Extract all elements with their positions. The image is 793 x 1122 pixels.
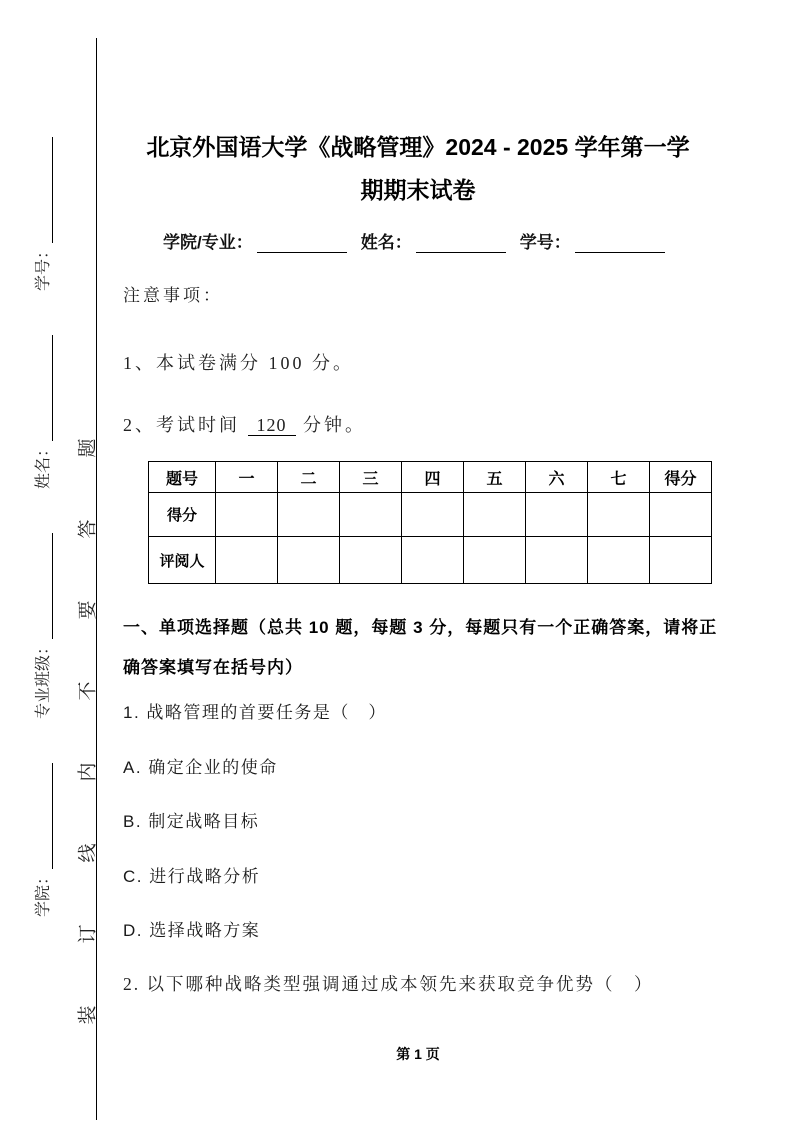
score-table-row-label: 得分 bbox=[149, 493, 216, 537]
score-table-empty-cell bbox=[278, 493, 340, 537]
section-1-heading: 一、单项选择题（总共 10 题，每题 3 分，每题只有一个正确答案，请将正确答案填写在括号内） bbox=[123, 618, 718, 677]
notice-item-2 bbox=[123, 411, 366, 437]
notice-item-2-suffix: 分钟。 bbox=[303, 415, 366, 435]
margin-field-label: 学号： bbox=[35, 243, 52, 292]
score-table-empty-cell bbox=[526, 537, 588, 584]
score-table-empty-cell bbox=[402, 493, 464, 537]
score-table-empty-cell bbox=[588, 493, 650, 537]
student-info-row bbox=[163, 228, 665, 253]
score-table-header-cell: 六 bbox=[526, 462, 588, 493]
field-label: 学院/专业： bbox=[163, 233, 253, 252]
score-table-empty-cell bbox=[216, 537, 278, 584]
score-table-empty-cell bbox=[278, 537, 340, 584]
score-table-empty-cell bbox=[650, 537, 712, 584]
fill-in-blank bbox=[34, 763, 53, 869]
score-table-empty-cell bbox=[650, 493, 712, 537]
margin-field-label: 专业班级： bbox=[35, 639, 52, 720]
score-table-header-cell: 七 bbox=[588, 462, 650, 493]
field-student-id bbox=[520, 228, 665, 253]
score-table-empty-cell bbox=[464, 493, 526, 537]
notice-item-2-prefix: 2、考试时间 bbox=[123, 415, 240, 435]
margin-field-college bbox=[30, 763, 53, 917]
page-title-line1: 北京外国语大学《战略管理》2024 - 2025 学年第一学 bbox=[146, 134, 690, 160]
score-table-empty-cell bbox=[216, 493, 278, 537]
field-label: 姓名： bbox=[360, 233, 412, 252]
page-number: 第 1 页 bbox=[396, 1046, 440, 1062]
notice-item-1: 1、本试卷满分 100 分。 bbox=[123, 353, 354, 373]
fill-in-blank bbox=[575, 233, 665, 253]
margin-student-info bbox=[27, 137, 53, 917]
score-table-header-cell: 三 bbox=[340, 462, 402, 493]
question-1-option-d: D. 选择战略方案 bbox=[123, 921, 261, 940]
question-1-option-a: A. 确定企业的使命 bbox=[123, 757, 278, 777]
score-table-reviewer-row bbox=[149, 537, 712, 584]
page-title bbox=[113, 126, 723, 212]
question-1-option-c: C. 进行战略分析 bbox=[123, 866, 261, 886]
fill-in-blank bbox=[34, 335, 53, 441]
binding-line-text: 装订线内不要答题 bbox=[77, 376, 99, 1025]
question-2-text: 2. 以下哪种战略类型强调通过成本领先来获取竞争优势（ ） bbox=[123, 973, 654, 994]
margin-field-class bbox=[30, 533, 53, 719]
notice-heading: 注意事项： bbox=[123, 286, 223, 305]
score-table-header-cell: 一 bbox=[216, 462, 278, 493]
fill-in-blank bbox=[34, 533, 53, 639]
margin-field-student-id bbox=[30, 137, 53, 291]
margin-field-name bbox=[30, 335, 53, 489]
score-table-empty-cell bbox=[464, 537, 526, 584]
score-table-empty-cell bbox=[340, 537, 402, 584]
margin-field-label: 学院： bbox=[35, 868, 52, 917]
question-list bbox=[123, 698, 733, 1025]
score-table-empty-cell bbox=[588, 537, 650, 584]
score-table-empty-cell bbox=[526, 493, 588, 537]
page-title-line2: 期期末试卷 bbox=[360, 177, 476, 203]
score-table-row-label: 评阅人 bbox=[149, 537, 216, 584]
score-table-header-cell: 四 bbox=[402, 462, 464, 493]
score-table-empty-cell bbox=[340, 493, 402, 537]
score-table-header-cell: 五 bbox=[464, 462, 526, 493]
field-college-major bbox=[163, 228, 347, 253]
fill-in-blank bbox=[416, 233, 506, 253]
score-table-empty-cell bbox=[402, 537, 464, 584]
exam-duration-value: 120 bbox=[248, 415, 296, 436]
score-table-score-row bbox=[149, 493, 712, 537]
score-table-header-cell: 题号 bbox=[149, 462, 216, 493]
score-table-header-cell: 得分 bbox=[650, 462, 712, 493]
question-1-option-b: B. 制定战略目标 bbox=[123, 812, 260, 831]
fill-in-blank bbox=[257, 233, 347, 253]
score-table-header-row bbox=[149, 462, 712, 493]
score-table bbox=[148, 461, 712, 584]
score-table-header-cell: 二 bbox=[278, 462, 340, 493]
fill-in-blank bbox=[34, 137, 53, 243]
field-label: 学号： bbox=[519, 233, 571, 252]
margin-field-label: 姓名： bbox=[35, 441, 52, 490]
field-name bbox=[361, 228, 506, 253]
question-1-text: 1. 战略管理的首要任务是（ ） bbox=[123, 703, 387, 722]
